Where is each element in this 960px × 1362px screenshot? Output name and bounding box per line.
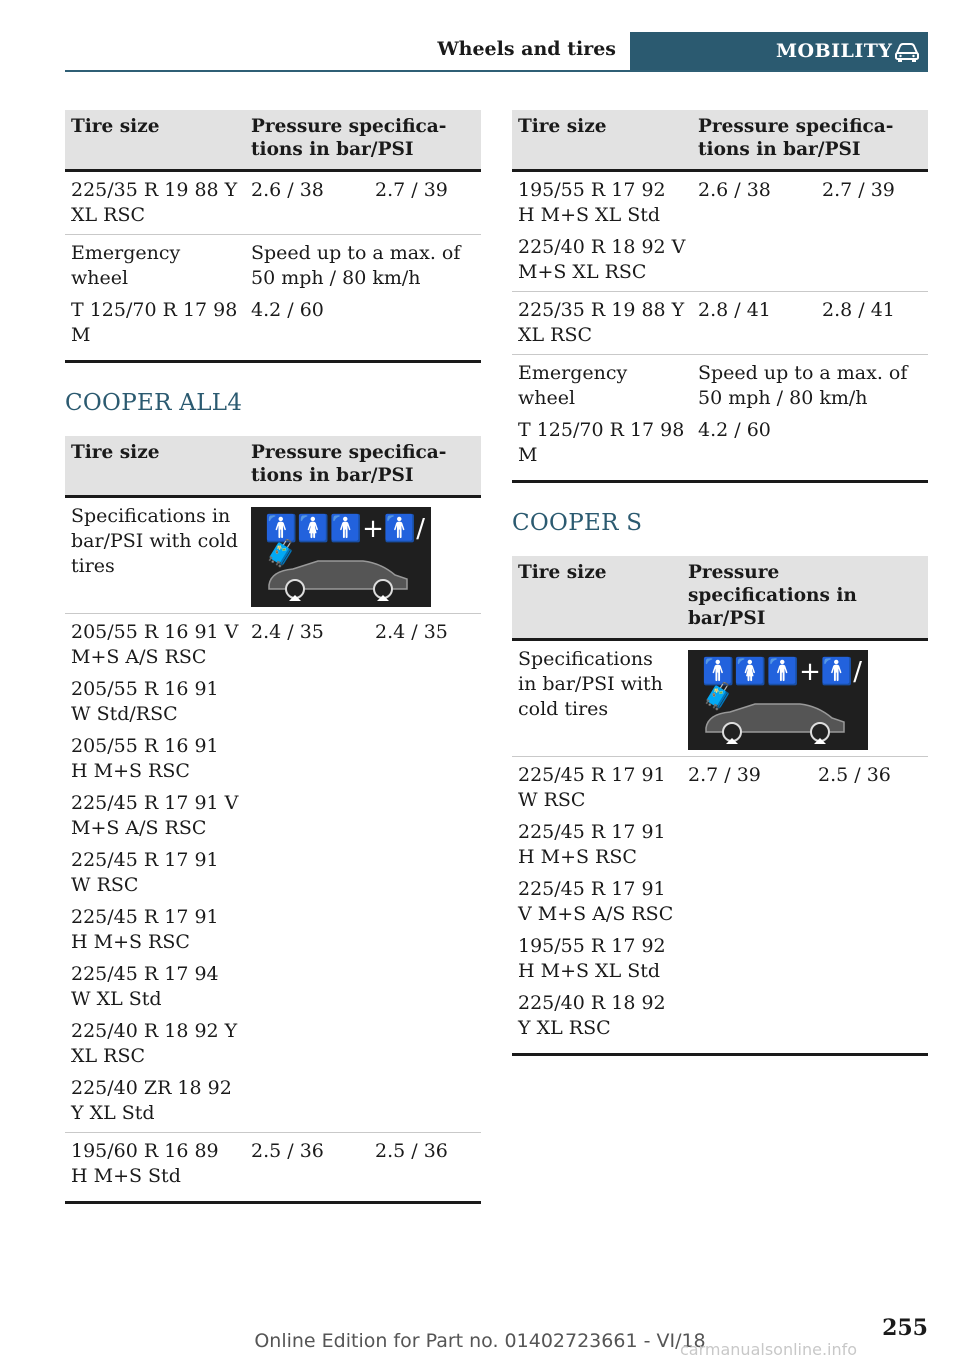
header-tire-size: Tire size — [65, 436, 245, 497]
spec-label-cell: Specifications in bar/PSI with cold tires — [512, 640, 682, 757]
passengers-luggage-icon: 🚹🚺🚹+🚹/🧳 — [265, 514, 426, 569]
car-side-icon — [263, 557, 413, 601]
header-tire-size: Tire size — [512, 556, 682, 640]
watermark: carmanualsonline.info — [680, 1340, 858, 1359]
tire-size-cell: Emergency wheel T 125/70 R 17 98 M — [512, 355, 692, 482]
chapter-label: MOBILITY — [776, 40, 893, 62]
pressure-rear-cell: 2.5 / 36 — [369, 1133, 481, 1203]
header-rule — [65, 70, 928, 72]
header-tire-size: Tire size — [65, 110, 245, 171]
pressure-front-cell: 2.6 / 38 — [245, 171, 369, 235]
tire-table-left-1 — [65, 110, 481, 363]
tire-table-right-2 — [512, 556, 928, 1056]
page-header — [65, 32, 928, 72]
tire-size-cell: Emergency wheel T 125/70 R 17 98 M — [65, 235, 245, 362]
header-pressure: Pressure specifica-tions in bar/PSI — [692, 110, 928, 171]
pressure-front-cell: 2.4 / 35 — [245, 614, 369, 1133]
pressure-front-cell: 2.6 / 38 — [692, 171, 816, 292]
pressure-rear-cell: 2.7 / 39 — [816, 171, 928, 292]
right-column — [512, 110, 928, 1056]
pressure-front-cell: 2.5 / 36 — [245, 1133, 369, 1203]
edition-footer: Online Edition for Part no. 01402723661 - VI/18 — [254, 1330, 706, 1352]
tire-size-cell: 225/45 R 17 91 W RSC 225/45 R 17 91 H M+S RSC 225/45 R 17 91 V M+S A/S RSC 195/55 R 17 92 H M+S XL Std 225/40 R 18 92 Y XL RSC — [512, 757, 682, 1055]
pressure-rear-cell: 2.7 / 39 — [369, 171, 481, 235]
load-diagram-cell — [245, 497, 481, 614]
left-column — [65, 110, 481, 1204]
section-title-header: Wheels and tires — [437, 38, 616, 60]
pressure-front-cell: 2.8 / 41 — [692, 292, 816, 355]
tire-size-cell: 195/60 R 16 89 H M+S Std — [65, 1133, 245, 1203]
car-icon — [894, 41, 920, 63]
pressure-rear-cell: 2.4 / 35 — [369, 614, 481, 1133]
tire-size-cell: 195/55 R 17 92 H M+S XL Std 225/40 R 18 92 V M+S XL RSC — [512, 171, 692, 292]
tire-size-cell: 225/35 R 19 88 Y XL RSC — [512, 292, 692, 355]
page-number: 255 — [882, 1315, 928, 1341]
load-diagram-image — [688, 650, 868, 750]
tire-table-right-1 — [512, 110, 928, 483]
chapter-tab — [630, 32, 928, 72]
spec-label-cell: Specifications in bar/PSI with cold tires — [65, 497, 245, 614]
load-diagram-image — [251, 507, 431, 607]
car-side-icon — [700, 700, 850, 744]
header-pressure: Pressure specifica-tions in bar/PSI — [245, 436, 481, 497]
load-diagram-cell — [682, 640, 928, 757]
header-pressure: Pressure specifica-tions in bar/PSI — [245, 110, 481, 171]
pressure-span-cell: Speed up to a max. of 50 mph / 80 km/h 4.2 / 60 — [692, 355, 928, 482]
passengers-luggage-icon: 🚹🚺🚹+🚹/🧳 — [702, 657, 863, 712]
tire-table-left-2 — [65, 436, 481, 1204]
header-tire-size: Tire size — [512, 110, 692, 171]
section-heading: COOPER S — [512, 510, 643, 536]
section-heading: COOPER ALL4 — [65, 390, 243, 416]
header-pressure: Pressure specifications in bar/PSI — [682, 556, 928, 640]
pressure-rear-cell: 2.8 / 41 — [816, 292, 928, 355]
pressure-rear-cell: 2.5 / 36 — [812, 757, 928, 1055]
pressure-span-cell: Speed up to a max. of 50 mph / 80 km/h 4.2 / 60 — [245, 235, 481, 362]
tire-size-cell: 205/55 R 16 91 V M+S A/S RSC 205/55 R 16 91 W Std/RSC 205/55 R 16 91 H M+S RSC 225/45 R 17 91 V M+S A/S RSC 225/45 R 17 91 W RSC 225/45 R 17 91 H M+S RSC 225/45 R 17 94 W XL Std 225/40 R 18 92 Y XL RSC 225/40 ZR 18 92 Y XL Std — [65, 614, 245, 1133]
tire-size-cell: 225/35 R 19 88 Y XL RSC — [65, 171, 245, 235]
pressure-front-cell: 2.7 / 39 — [682, 757, 812, 1055]
